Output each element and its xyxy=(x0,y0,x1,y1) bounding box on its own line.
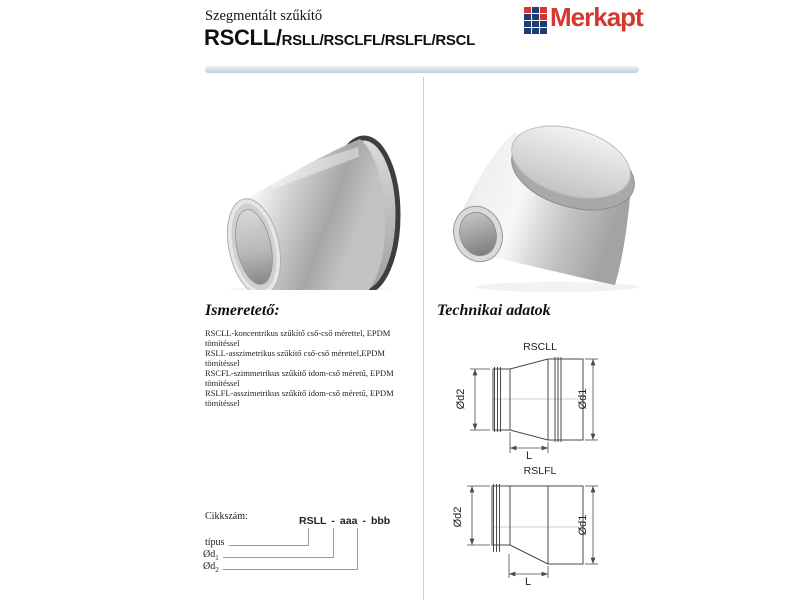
description-item: RSLFL-asszimetrikus szűkítő idom-cső méretű, EPDM tömítéssel xyxy=(205,388,394,408)
dim-label-d2: Ød2 xyxy=(452,506,464,528)
description-item: RSCFL-szimmetrikus szűkítő idom-cső méretű, EPDM tömítéssel xyxy=(205,368,394,388)
drawing-label-rscll: RSCLL xyxy=(523,341,557,353)
code-d2-placeholder: bbb xyxy=(370,515,391,527)
code-connector-line xyxy=(223,557,334,558)
code-connector-line xyxy=(229,545,309,546)
rscll-technical-drawing xyxy=(440,354,640,460)
ordering-code xyxy=(299,515,390,527)
legend-d1: $Ød_1$ xyxy=(203,549,219,562)
logo-grid-cell xyxy=(532,28,539,34)
technical-section-title: Technikai adatok xyxy=(437,302,551,319)
code-separator: - xyxy=(331,515,335,527)
description-item: RSLL-asszimetrikus szűkítő cső-cső mérettel,EPDM tömítéssel xyxy=(205,348,385,368)
dim-label-length: L xyxy=(524,576,532,588)
code-connector-line xyxy=(223,569,358,570)
code-connector-line xyxy=(357,528,358,569)
reducer-outline xyxy=(492,484,583,564)
page-subtitle: Szegmentált szűkítő xyxy=(205,8,323,24)
logo-grid-cell xyxy=(540,28,547,34)
dim-label-length: L xyxy=(525,450,533,460)
page-title xyxy=(204,25,475,51)
legend-type: típus xyxy=(205,537,225,548)
description-item: RSCLL-koncentrikus szűkítő cső-cső mérettel, EPDM tömítéssel xyxy=(205,328,391,348)
logo-grid-cell xyxy=(540,21,547,27)
dim-label-d2: Ød2 xyxy=(455,388,467,410)
logo-grid-cell xyxy=(532,7,539,13)
code-connector-line xyxy=(308,528,309,545)
intro-section-title: Ismeretető: xyxy=(205,302,280,319)
eccentric-reducer-photo xyxy=(445,88,650,295)
product-code-primary: RSCLL/ xyxy=(204,25,282,50)
ordering-label: Cikkszám: xyxy=(205,511,248,522)
rslfl-technical-drawing xyxy=(440,477,640,589)
logo-grid-cell xyxy=(532,14,539,20)
dim-label-d1: Ød1 xyxy=(577,388,589,410)
logo-grid-cell xyxy=(540,7,547,13)
logo-grid-cell xyxy=(540,14,547,20)
reducer-outline xyxy=(493,357,583,442)
logo-grid-cell xyxy=(524,21,531,27)
brand-name: Merkapt xyxy=(550,2,643,32)
drawing-label-rslfl: RSLFL xyxy=(523,465,557,477)
logo-grid-cell xyxy=(524,14,531,20)
concentric-reducer-photo xyxy=(210,95,405,290)
code-d1-placeholder: aaa xyxy=(339,515,358,527)
header-divider-bar xyxy=(205,66,639,73)
logo-grid-cell xyxy=(524,7,531,13)
dim-label-d1: Ød1 xyxy=(577,514,589,536)
brand-logo xyxy=(524,4,643,34)
code-separator: - xyxy=(362,515,366,527)
product-code-variants: RSLL/RSCLFL/RSLFL/RSCL xyxy=(281,32,476,49)
logo-grid-icon xyxy=(524,7,547,34)
logo-grid-cell xyxy=(532,21,539,27)
logo-grid-cell xyxy=(524,28,531,34)
code-type: RSLL xyxy=(299,515,327,527)
legend-d2: $Ød_2$ xyxy=(203,561,219,574)
code-connector-line xyxy=(333,528,334,557)
column-divider xyxy=(423,77,424,600)
